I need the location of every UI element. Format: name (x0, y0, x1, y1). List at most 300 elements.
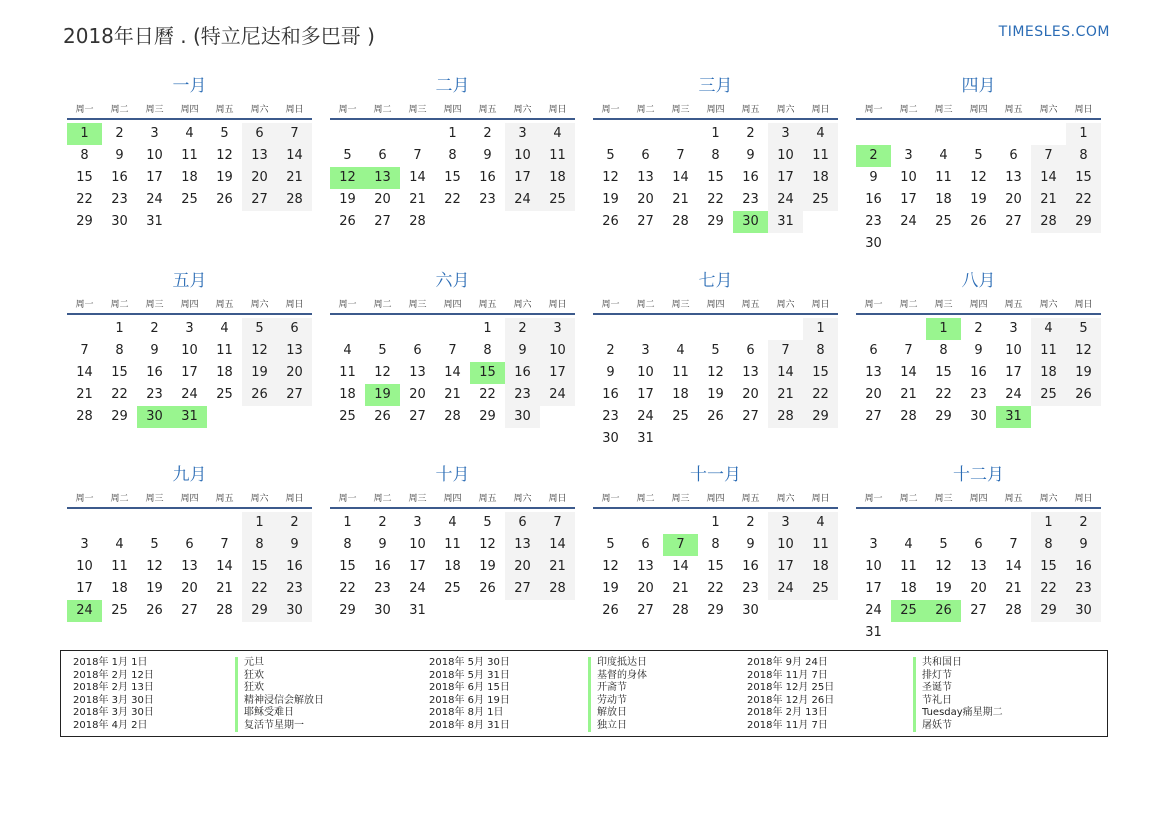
day-cell[interactable]: 14 (444, 365, 461, 380)
day-cell[interactable]: 29 (479, 409, 496, 424)
day-cell[interactable]: 15 (935, 365, 952, 380)
day-cell[interactable]: 6 (641, 148, 650, 163)
day-cell[interactable]: 20 (242, 167, 277, 189)
day-cell[interactable]: 3 (505, 123, 540, 145)
day-cell[interactable]: 3 (185, 321, 194, 336)
day-cell[interactable]: 17 (900, 192, 917, 207)
day-cell[interactable]: 18 (181, 170, 198, 185)
day-cell[interactable]: 20 (637, 192, 654, 207)
day-cell[interactable]: 30 (742, 603, 759, 618)
day-cell[interactable]: 4 (1031, 318, 1066, 340)
day-cell[interactable]: 24 (768, 578, 803, 600)
day-cell[interactable]: 16 (277, 556, 312, 578)
day-cell[interactable]: 17 (409, 559, 426, 574)
day-cell[interactable]: 25 (891, 600, 926, 622)
day-cell[interactable]: 6 (869, 343, 878, 358)
day-cell[interactable]: 14 (672, 170, 689, 185)
day-cell[interactable]: 13 (277, 340, 312, 362)
day-cell[interactable]: 24 (505, 189, 540, 211)
day-cell[interactable]: 5 (242, 318, 277, 340)
day-cell[interactable]: 2 (115, 126, 124, 141)
day-cell[interactable]: 29 (935, 409, 952, 424)
day-cell[interactable]: 11 (444, 537, 461, 552)
day-cell[interactable]: 30 (505, 406, 540, 428)
day-cell[interactable]: 2 (483, 126, 492, 141)
day-cell[interactable]: 24 (637, 409, 654, 424)
day-cell[interactable]: 14 (277, 145, 312, 167)
day-cell[interactable]: 15 (76, 170, 93, 185)
site-logo[interactable]: TIMESLES.COM (998, 24, 1110, 40)
day-cell[interactable]: 23 (111, 192, 128, 207)
day-cell[interactable]: 27 (637, 214, 654, 229)
day-cell[interactable]: 14 (900, 365, 917, 380)
day-cell[interactable]: 7 (413, 148, 422, 163)
day-cell[interactable]: 7 (540, 512, 575, 534)
day-cell[interactable]: 16 (479, 170, 496, 185)
day-cell[interactable]: 1 (711, 515, 720, 530)
day-cell[interactable]: 22 (111, 387, 128, 402)
day-cell[interactable]: 3 (904, 148, 913, 163)
day-cell[interactable]: 26 (602, 214, 619, 229)
day-cell[interactable]: 3 (413, 515, 422, 530)
day-cell[interactable]: 16 (1066, 556, 1101, 578)
day-cell[interactable]: 25 (803, 189, 838, 211)
day-cell[interactable]: 16 (505, 362, 540, 384)
day-cell[interactable]: 7 (277, 123, 312, 145)
day-cell[interactable]: 11 (111, 559, 128, 574)
day-cell[interactable]: 9 (869, 170, 878, 185)
day-cell[interactable]: 6 (242, 123, 277, 145)
day-cell[interactable]: 28 (540, 578, 575, 600)
day-cell[interactable]: 19 (602, 581, 619, 596)
day-cell[interactable]: 22 (1066, 189, 1101, 211)
day-cell[interactable]: 29 (339, 603, 356, 618)
day-cell[interactable]: 7 (768, 340, 803, 362)
day-cell[interactable]: 28 (672, 214, 689, 229)
day-cell[interactable]: 21 (672, 192, 689, 207)
day-cell[interactable]: 8 (1031, 534, 1066, 556)
day-cell[interactable]: 29 (1031, 600, 1066, 622)
day-cell[interactable]: 17 (768, 556, 803, 578)
day-cell[interactable]: 20 (637, 581, 654, 596)
day-cell[interactable]: 11 (803, 145, 838, 167)
day-cell[interactable]: 17 (540, 362, 575, 384)
day-cell[interactable]: 12 (330, 167, 365, 189)
day-cell[interactable]: 26 (374, 409, 391, 424)
day-cell[interactable]: 12 (602, 559, 619, 574)
day-cell[interactable]: 11 (181, 148, 198, 163)
day-cell[interactable]: 5 (378, 343, 387, 358)
day-cell[interactable]: 1 (242, 512, 277, 534)
day-cell[interactable]: 16 (146, 365, 163, 380)
day-cell[interactable]: 2 (746, 515, 755, 530)
day-cell[interactable]: 2 (150, 321, 159, 336)
day-cell[interactable]: 5 (220, 126, 229, 141)
day-cell[interactable]: 14 (76, 365, 93, 380)
day-cell[interactable]: 17 (76, 581, 93, 596)
day-cell[interactable]: 11 (216, 343, 233, 358)
day-cell[interactable]: 6 (641, 537, 650, 552)
day-cell[interactable]: 9 (378, 537, 387, 552)
day-cell[interactable]: 31 (996, 406, 1031, 428)
day-cell[interactable]: 31 (637, 431, 654, 446)
day-cell[interactable]: 16 (602, 387, 619, 402)
day-cell[interactable]: 8 (242, 534, 277, 556)
day-cell[interactable]: 20 (1005, 192, 1022, 207)
day-cell[interactable]: 24 (900, 214, 917, 229)
day-cell[interactable]: 10 (181, 343, 198, 358)
day-cell[interactable]: 7 (448, 343, 457, 358)
day-cell[interactable]: 6 (413, 343, 422, 358)
day-cell[interactable]: 4 (803, 512, 838, 534)
day-cell[interactable]: 3 (150, 126, 159, 141)
day-cell[interactable]: 9 (115, 148, 124, 163)
day-cell[interactable]: 26 (339, 214, 356, 229)
day-cell[interactable]: 24 (768, 189, 803, 211)
day-cell[interactable]: 10 (540, 340, 575, 362)
day-cell[interactable]: 15 (242, 556, 277, 578)
day-cell[interactable]: 11 (900, 559, 917, 574)
day-cell[interactable]: 30 (277, 600, 312, 622)
day-cell[interactable]: 14 (1005, 559, 1022, 574)
day-cell[interactable]: 24 (1005, 387, 1022, 402)
day-cell[interactable]: 30 (111, 214, 128, 229)
day-cell[interactable]: 17 (865, 581, 882, 596)
day-cell[interactable]: 13 (970, 559, 987, 574)
day-cell[interactable]: 23 (505, 384, 540, 406)
day-cell[interactable]: 4 (939, 148, 948, 163)
day-cell[interactable]: 2 (606, 343, 615, 358)
day-cell[interactable]: 26 (970, 214, 987, 229)
day-cell[interactable]: 1 (343, 515, 352, 530)
day-cell[interactable]: 11 (803, 534, 838, 556)
day-cell[interactable]: 10 (505, 145, 540, 167)
day-cell[interactable]: 13 (637, 559, 654, 574)
day-cell[interactable]: 26 (926, 600, 961, 622)
day-cell[interactable]: 26 (242, 384, 277, 406)
day-cell[interactable]: 21 (216, 581, 233, 596)
day-cell[interactable]: 2 (974, 321, 983, 336)
day-cell[interactable]: 3 (80, 537, 89, 552)
day-cell[interactable]: 1 (115, 321, 124, 336)
day-cell[interactable]: 9 (505, 340, 540, 362)
day-cell[interactable]: 10 (1005, 343, 1022, 358)
day-cell[interactable]: 29 (76, 214, 93, 229)
day-cell[interactable]: 28 (216, 603, 233, 618)
day-cell[interactable]: 5 (939, 537, 948, 552)
day-cell[interactable]: 5 (1066, 318, 1101, 340)
day-cell[interactable]: 21 (409, 192, 426, 207)
day-cell[interactable]: 9 (974, 343, 983, 358)
day-cell[interactable]: 22 (1031, 578, 1066, 600)
day-cell[interactable]: 12 (935, 559, 952, 574)
day-cell[interactable]: 1 (803, 318, 838, 340)
day-cell[interactable]: 1 (1031, 512, 1066, 534)
day-cell[interactable]: 12 (146, 559, 163, 574)
day-cell[interactable]: 22 (479, 387, 496, 402)
day-cell[interactable]: 4 (343, 343, 352, 358)
day-cell[interactable]: 17 (146, 170, 163, 185)
day-cell[interactable]: 4 (540, 123, 575, 145)
day-cell[interactable]: 28 (900, 409, 917, 424)
day-cell[interactable]: 19 (216, 170, 233, 185)
day-cell[interactable]: 11 (1031, 340, 1066, 362)
day-cell[interactable]: 17 (768, 167, 803, 189)
day-cell[interactable]: 24 (67, 600, 102, 622)
day-cell[interactable]: 18 (672, 387, 689, 402)
day-cell[interactable]: 23 (602, 409, 619, 424)
day-cell[interactable]: 9 (483, 148, 492, 163)
day-cell[interactable]: 31 (865, 625, 882, 640)
day-cell[interactable]: 15 (444, 170, 461, 185)
day-cell[interactable]: 30 (970, 409, 987, 424)
day-cell[interactable]: 18 (935, 192, 952, 207)
day-cell[interactable]: 11 (339, 365, 356, 380)
day-cell[interactable]: 30 (733, 211, 768, 233)
day-cell[interactable]: 5 (343, 148, 352, 163)
day-cell[interactable]: 24 (865, 603, 882, 618)
day-cell[interactable]: 15 (1031, 556, 1066, 578)
day-cell[interactable]: 3 (768, 512, 803, 534)
day-cell[interactable]: 26 (216, 192, 233, 207)
day-cell[interactable]: 20 (865, 387, 882, 402)
day-cell[interactable]: 13 (409, 365, 426, 380)
day-cell[interactable]: 26 (1066, 384, 1101, 406)
day-cell[interactable]: 21 (76, 387, 93, 402)
day-cell[interactable]: 27 (277, 384, 312, 406)
day-cell[interactable]: 31 (768, 211, 803, 233)
day-cell[interactable]: 3 (540, 318, 575, 340)
day-cell[interactable]: 18 (900, 581, 917, 596)
day-cell[interactable]: 14 (540, 534, 575, 556)
day-cell[interactable]: 12 (216, 148, 233, 163)
day-cell[interactable]: 21 (672, 581, 689, 596)
day-cell[interactable]: 22 (935, 387, 952, 402)
day-cell[interactable]: 16 (742, 559, 759, 574)
day-cell[interactable]: 9 (606, 365, 615, 380)
day-cell[interactable]: 13 (181, 559, 198, 574)
day-cell[interactable]: 29 (242, 600, 277, 622)
day-cell[interactable]: 4 (448, 515, 457, 530)
day-cell[interactable]: 19 (339, 192, 356, 207)
day-cell[interactable]: 21 (540, 556, 575, 578)
day-cell[interactable]: 23 (479, 192, 496, 207)
day-cell[interactable]: 21 (768, 384, 803, 406)
day-cell[interactable]: 6 (378, 148, 387, 163)
day-cell[interactable]: 30 (137, 406, 172, 428)
day-cell[interactable]: 10 (409, 537, 426, 552)
day-cell[interactable]: 6 (1009, 148, 1018, 163)
day-cell[interactable]: 29 (111, 409, 128, 424)
day-cell[interactable]: 23 (742, 581, 759, 596)
day-cell[interactable]: 18 (216, 365, 233, 380)
day-cell[interactable]: 10 (637, 365, 654, 380)
day-cell[interactable]: 5 (711, 343, 720, 358)
day-cell[interactable]: 25 (803, 578, 838, 600)
day-cell[interactable]: 30 (602, 431, 619, 446)
day-cell[interactable]: 1 (926, 318, 961, 340)
day-cell[interactable]: 15 (707, 559, 724, 574)
day-cell[interactable]: 28 (672, 603, 689, 618)
day-cell[interactable]: 7 (80, 343, 89, 358)
day-cell[interactable]: 5 (150, 537, 159, 552)
day-cell[interactable]: 19 (365, 384, 400, 406)
day-cell[interactable]: 3 (869, 537, 878, 552)
day-cell[interactable]: 7 (220, 537, 229, 552)
day-cell[interactable]: 31 (409, 603, 426, 618)
day-cell[interactable]: 15 (470, 362, 505, 384)
day-cell[interactable]: 31 (172, 406, 207, 428)
day-cell[interactable]: 1 (448, 126, 457, 141)
day-cell[interactable]: 6 (185, 537, 194, 552)
day-cell[interactable]: 9 (746, 537, 755, 552)
day-cell[interactable]: 29 (1066, 211, 1101, 233)
day-cell[interactable]: 8 (711, 148, 720, 163)
day-cell[interactable]: 8 (448, 148, 457, 163)
day-cell[interactable]: 1 (483, 321, 492, 336)
day-cell[interactable]: 27 (1005, 214, 1022, 229)
day-cell[interactable]: 18 (111, 581, 128, 596)
day-cell[interactable]: 16 (865, 192, 882, 207)
day-cell[interactable]: 14 (216, 559, 233, 574)
day-cell[interactable]: 30 (865, 236, 882, 251)
day-cell[interactable]: 25 (111, 603, 128, 618)
day-cell[interactable]: 14 (1031, 167, 1066, 189)
day-cell[interactable]: 10 (768, 534, 803, 556)
day-cell[interactable]: 6 (746, 343, 755, 358)
day-cell[interactable]: 13 (505, 534, 540, 556)
day-cell[interactable]: 10 (146, 148, 163, 163)
day-cell[interactable]: 21 (277, 167, 312, 189)
day-cell[interactable]: 12 (479, 537, 496, 552)
day-cell[interactable]: 20 (409, 387, 426, 402)
day-cell[interactable]: 14 (768, 362, 803, 384)
day-cell[interactable]: 19 (1066, 362, 1101, 384)
day-cell[interactable]: 13 (365, 167, 400, 189)
day-cell[interactable]: 8 (343, 537, 352, 552)
day-cell[interactable]: 19 (146, 581, 163, 596)
day-cell[interactable]: 28 (277, 189, 312, 211)
day-cell[interactable]: 28 (409, 214, 426, 229)
day-cell[interactable]: 22 (76, 192, 93, 207)
day-cell[interactable]: 4 (803, 123, 838, 145)
day-cell[interactable]: 16 (374, 559, 391, 574)
day-cell[interactable]: 25 (672, 409, 689, 424)
day-cell[interactable]: 19 (707, 387, 724, 402)
day-cell[interactable]: 9 (746, 148, 755, 163)
day-cell[interactable]: 22 (242, 578, 277, 600)
day-cell[interactable]: 6 (505, 512, 540, 534)
day-cell[interactable]: 8 (115, 343, 124, 358)
day-cell[interactable]: 20 (970, 581, 987, 596)
day-cell[interactable]: 14 (672, 559, 689, 574)
day-cell[interactable]: 7 (1031, 145, 1066, 167)
day-cell[interactable]: 13 (742, 365, 759, 380)
day-cell[interactable]: 23 (374, 581, 391, 596)
day-cell[interactable]: 21 (444, 387, 461, 402)
day-cell[interactable]: 15 (111, 365, 128, 380)
day-cell[interactable]: 8 (803, 340, 838, 362)
day-cell[interactable]: 23 (742, 192, 759, 207)
day-cell[interactable]: 22 (707, 192, 724, 207)
day-cell[interactable]: 23 (146, 387, 163, 402)
day-cell[interactable]: 27 (637, 603, 654, 618)
day-cell[interactable]: 1 (711, 126, 720, 141)
day-cell[interactable]: 23 (865, 214, 882, 229)
day-cell[interactable]: 2 (277, 512, 312, 534)
day-cell[interactable]: 5 (483, 515, 492, 530)
day-cell[interactable]: 12 (707, 365, 724, 380)
day-cell[interactable]: 2 (505, 318, 540, 340)
day-cell[interactable]: 18 (803, 167, 838, 189)
day-cell[interactable]: 2 (1066, 512, 1101, 534)
day-cell[interactable]: 27 (970, 603, 987, 618)
day-cell[interactable]: 10 (768, 145, 803, 167)
day-cell[interactable]: 20 (374, 192, 391, 207)
day-cell[interactable]: 29 (707, 603, 724, 618)
day-cell[interactable]: 13 (1005, 170, 1022, 185)
day-cell[interactable]: 24 (540, 384, 575, 406)
day-cell[interactable]: 28 (1031, 211, 1066, 233)
day-cell[interactable]: 25 (540, 189, 575, 211)
day-cell[interactable]: 13 (637, 170, 654, 185)
day-cell[interactable]: 11 (672, 365, 689, 380)
day-cell[interactable]: 4 (220, 321, 229, 336)
day-cell[interactable]: 27 (374, 214, 391, 229)
day-cell[interactable]: 10 (865, 559, 882, 574)
day-cell[interactable]: 29 (707, 214, 724, 229)
day-cell[interactable]: 10 (76, 559, 93, 574)
day-cell[interactable]: 6 (277, 318, 312, 340)
day-cell[interactable]: 5 (974, 148, 983, 163)
day-cell[interactable]: 18 (803, 556, 838, 578)
day-cell[interactable]: 8 (711, 537, 720, 552)
day-cell[interactable]: 4 (115, 537, 124, 552)
day-cell[interactable]: 3 (1009, 321, 1018, 336)
day-cell[interactable]: 6 (974, 537, 983, 552)
day-cell[interactable]: 5 (606, 537, 615, 552)
day-cell[interactable]: 8 (939, 343, 948, 358)
day-cell[interactable]: 27 (409, 409, 426, 424)
day-cell[interactable]: 19 (242, 362, 277, 384)
day-cell[interactable]: 24 (181, 387, 198, 402)
day-cell[interactable]: 8 (483, 343, 492, 358)
day-cell[interactable]: 9 (1066, 534, 1101, 556)
day-cell[interactable]: 18 (1031, 362, 1066, 384)
day-cell[interactable]: 1 (1066, 123, 1101, 145)
day-cell[interactable]: 20 (505, 556, 540, 578)
day-cell[interactable]: 17 (181, 365, 198, 380)
day-cell[interactable]: 16 (111, 170, 128, 185)
day-cell[interactable]: 15 (339, 559, 356, 574)
day-cell[interactable]: 24 (409, 581, 426, 596)
day-cell[interactable]: 18 (339, 387, 356, 402)
day-cell[interactable]: 4 (185, 126, 194, 141)
day-cell[interactable]: 13 (242, 145, 277, 167)
day-cell[interactable]: 30 (1066, 600, 1101, 622)
day-cell[interactable]: 4 (676, 343, 685, 358)
day-cell[interactable]: 7 (1009, 537, 1018, 552)
day-cell[interactable]: 28 (1005, 603, 1022, 618)
day-cell[interactable]: 19 (602, 192, 619, 207)
day-cell[interactable]: 12 (970, 170, 987, 185)
day-cell[interactable]: 2 (746, 126, 755, 141)
day-cell[interactable]: 12 (1066, 340, 1101, 362)
day-cell[interactable]: 16 (742, 170, 759, 185)
day-cell[interactable]: 10 (900, 170, 917, 185)
day-cell[interactable]: 15 (707, 170, 724, 185)
day-cell[interactable]: 15 (803, 362, 838, 384)
